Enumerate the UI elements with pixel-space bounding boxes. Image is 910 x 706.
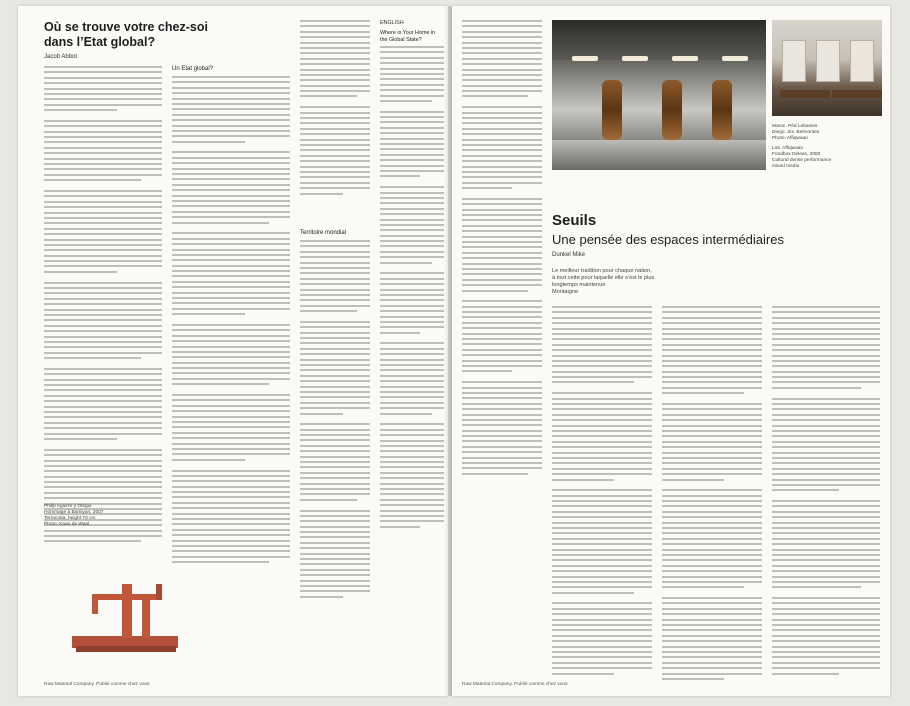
- photo-caption-line7: mixed media: [772, 164, 800, 169]
- photo-hood: [552, 20, 766, 60]
- photo-table: [780, 90, 830, 98]
- sculpture-illustration: [58, 554, 208, 674]
- photo-caption: [772, 124, 882, 170]
- seuils-lead: [552, 268, 654, 296]
- seuils-lead-line4: Montaigne: [552, 289, 579, 295]
- seuils-author: Dunkel Mike: [552, 252, 586, 258]
- sculpture-image: [58, 554, 208, 674]
- left-footer: Raw Material Company. Publié comme chez vous: [44, 682, 150, 687]
- photo-caption-line4: Loti. Affiqwaan: [772, 146, 804, 151]
- side-heading: Territoire mondial: [300, 230, 347, 236]
- photo-caption-line2: Diego. Six. Belmontes: [772, 130, 820, 135]
- article-title: [44, 20, 208, 50]
- kitchen-photo: [552, 20, 766, 170]
- seuils-column-1-text: [552, 306, 652, 678]
- seuils-lead-line1: Le meilleur tradition pour chaque nation,: [552, 268, 652, 274]
- column-1-text: [44, 66, 162, 546]
- left-page: [18, 6, 448, 696]
- seuils-subtitle: Une pensée des espaces intermédiaires: [552, 232, 784, 247]
- article-author: Jacob Abbot: [44, 54, 78, 60]
- seuils-column-2-text: [662, 306, 762, 683]
- column-3-text: [300, 20, 370, 203]
- photo-light: [672, 56, 698, 61]
- photo-light: [622, 56, 648, 61]
- photo-spit: [662, 80, 682, 140]
- image-caption: [44, 504, 103, 528]
- photo-light: [572, 56, 598, 61]
- photo-counter: [552, 140, 766, 170]
- photo-spit: [602, 80, 622, 140]
- english-label: ENGLISH: [380, 20, 404, 26]
- right-footer: Raw Material Company. Publié comme chez vous: [462, 682, 568, 687]
- column-2-text: [172, 76, 290, 567]
- caption-material: Terracotta, height 70 cm: [44, 516, 96, 521]
- photo-caption-line5: Fondbox Deleas, 2000: [772, 152, 821, 157]
- photo-spit: [712, 80, 732, 140]
- right-column-1-text: [462, 20, 542, 478]
- seuils-title: Seuils: [552, 212, 597, 229]
- article-title-line2: dans l’Etat global?: [44, 35, 156, 49]
- photo-caption-line3: Photo: Affiqwaan: [772, 136, 808, 141]
- section-heading: Un Etat global?: [172, 66, 214, 72]
- photo-caption-line6: Cultural dense performance: [772, 158, 832, 163]
- caption-artist: Philip Aguirre y Otegui: [44, 504, 92, 509]
- photo-light: [722, 56, 748, 61]
- column-4-text: [380, 46, 444, 531]
- dining-photo: [772, 20, 882, 116]
- seuils-lead-line3: longtemps maintenue: [552, 282, 606, 288]
- seuils-lead-line2: à tout cette pour laquelle elle s’est le plus: [552, 275, 655, 281]
- photo-window: [782, 40, 806, 82]
- photo-caption-line1: Maroc. Pèd Lebanies: [772, 124, 818, 129]
- right-page: [452, 6, 890, 696]
- caption-work: Hommage à Bamiyan, 2007: [44, 510, 104, 515]
- article-title-line1: Où se trouve votre chez-soi: [44, 20, 208, 34]
- caption-credit: Photo: Kaan de Waal: [44, 522, 90, 527]
- seuils-column-3-text: [772, 306, 880, 678]
- photo-window: [850, 40, 874, 82]
- photo-window: [816, 40, 840, 82]
- column-3b-text: [300, 240, 370, 601]
- english-title: Where is Your Home in the Global State?: [380, 30, 436, 43]
- photo-table: [832, 90, 882, 98]
